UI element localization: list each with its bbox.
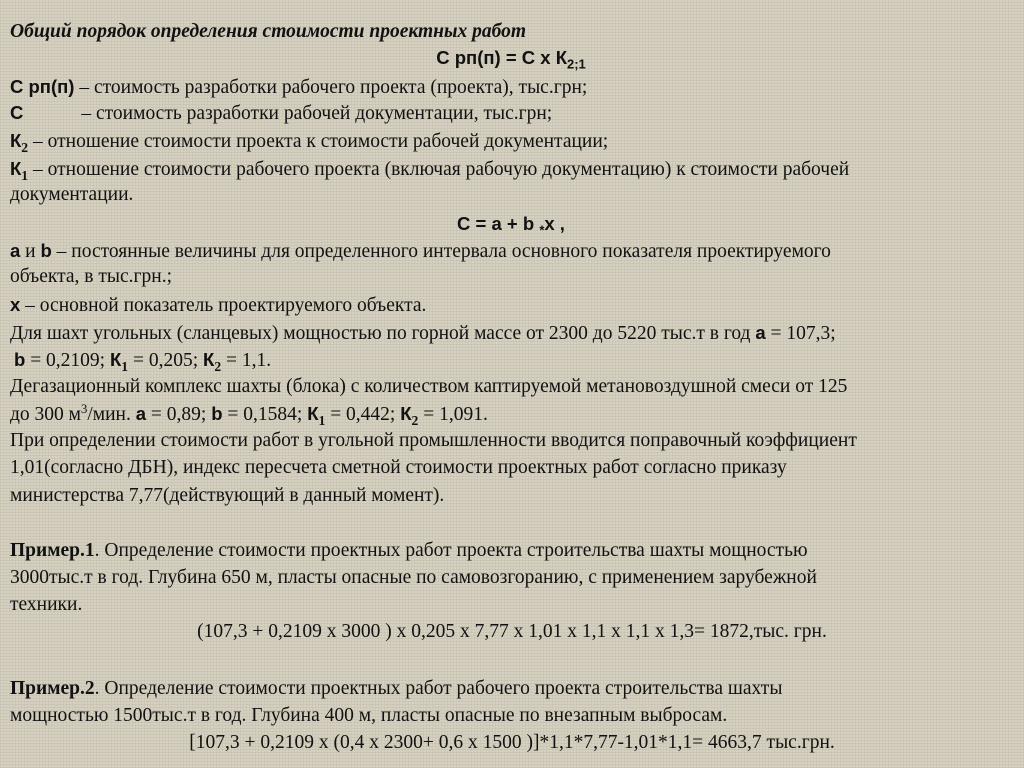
mines-a-value: = 107,3; (765, 323, 836, 344)
example2-line-2: мощностью 1500тыс.т в год. Глубина 400 м, пласты опасные по внезапным выбросам. (10, 705, 728, 726)
note-line-1: При определении стоимости работ в угольной промышленности вводится поправочный коэффициент (10, 430, 857, 451)
degas-k2-value: = 1,091. (418, 404, 488, 425)
degas-k1-sub: 1 (318, 412, 326, 428)
def-ab-a: а (10, 240, 21, 261)
example2-line-1 (10, 676, 1012, 702)
mines-k1-sub: 1 (121, 358, 129, 374)
example1-line-2: 3000тыс.т в год. Глубина 650 м, пласты опасные по самовозгоранию, с применением зарубежной (10, 567, 817, 588)
def-crpp (10, 74, 1012, 101)
mines-line-1 (10, 320, 1012, 347)
def-c-text: – стоимость разработки рабочей документации, тыс.грн; (81, 103, 553, 124)
def-crpp-term: С рп(п) (10, 76, 75, 97)
degas-k2-label: К (400, 403, 412, 424)
formula-c-pre: С = а + b (457, 213, 540, 234)
formula-main-lhs: С рп(п) = С х К (436, 47, 568, 68)
degas-text: до 300 м (10, 404, 82, 425)
example2-label: Пример.2 (10, 678, 95, 699)
example1-text: . Определение стоимости проектных работ проекта строительства шахты мощностью (94, 540, 808, 561)
degas-k1-label: К (307, 403, 319, 424)
def-crpp-text: – стоимость разработки рабочего проекта (проекта), тыс.грн; (74, 77, 588, 98)
example2-formula: [107,3 + 0,2109 х (0,4 х 2300+ 0,6 х 1500 )]*1,1*7,77-1,01*1,1= 4663,7 тыс.грн. (189, 732, 835, 753)
example2-text: . Определение стоимости проектных работ рабочего проекта строительства шахты (94, 678, 783, 699)
degas-line-2 (10, 401, 1012, 428)
degas-k2-sub: 2 (411, 412, 419, 428)
mines-k1-value: = 0,205; (128, 350, 204, 371)
def-x (10, 292, 1012, 319)
def-ab-and: и (20, 241, 41, 262)
def-k2-text: – отношение стоимости проекта к стоимости рабочей документации; (28, 131, 609, 152)
def-k1-sub: 1 (21, 167, 29, 183)
example1-label: Пример.1 (10, 540, 95, 561)
formula-main (10, 45, 1012, 71)
mines-b-label: b (14, 349, 26, 370)
def-c-term: С (10, 102, 24, 123)
mines-k1-label: К (109, 349, 122, 370)
degas-b-label: b (211, 403, 223, 424)
def-k1-cont: документации. (10, 184, 134, 205)
formula-c-star: * (539, 222, 545, 238)
degas-a-label: а (135, 403, 147, 424)
note-line-3: министерства 7,77(действующий в данный момент). (10, 485, 445, 506)
def-ab-text: – постоянные величины для определенного интервала основного показателя проектируемого (51, 241, 831, 262)
mines-k2-value: = 1,1. (221, 350, 272, 371)
def-k1 (10, 156, 1012, 183)
degas-k1-value: = 0,442; (325, 404, 401, 425)
def-k2-sub: 2 (21, 139, 29, 155)
mines-a-label: а (755, 322, 766, 343)
def-ab (10, 238, 1012, 265)
degas-line-1: Дегазационный комплекс шахты (блока) с количеством каптируемой метановоздушной смеси от 125 (10, 376, 848, 397)
def-c (10, 100, 1012, 127)
mines-k2-label: К (203, 349, 215, 370)
def-x-term: х (10, 294, 21, 315)
def-x-text: – основной показатель проектируемого объекта. (20, 295, 427, 316)
mines-k2-sub: 2 (214, 358, 222, 374)
def-k1-term: К (10, 158, 22, 179)
formula-main-sub: 2;1 (567, 56, 586, 72)
degas-unit: /мин. (87, 404, 136, 425)
slide-title: Общий порядок определения стоимости проектных работ (10, 21, 527, 42)
mines-line-2 (14, 347, 1012, 374)
def-ab-cont: объекта, в тыс.грн.; (10, 266, 173, 287)
def-k2-term: К (10, 130, 22, 151)
mines-b-value: = 0,2109; (25, 350, 110, 371)
def-k2 (10, 128, 1012, 155)
def-k1-text: – отношение стоимости рабочего проекта (включая рабочую документацию) к стоимости рабочей (28, 159, 850, 180)
example1-line-1 (10, 538, 1012, 564)
degas-a-value: = 0,89; (146, 404, 212, 425)
mines-text: Для шахт угольных (сланцевых) мощностью по горной массе от 2300 до 5220 тыс.т в год (10, 323, 756, 344)
degas-sup: 3 (81, 402, 88, 417)
degas-b-value: = 0,1584; (222, 404, 308, 425)
formula-c-post: х , (544, 213, 565, 234)
example1-formula: (107,3 + 0,2109 х 3000 ) х 0,205 х 7,77 х 1,01 х 1,1 х 1,1 х 1,3= 1872,тыс. грн. (197, 621, 827, 642)
example1-line-3: техники. (10, 594, 83, 615)
def-ab-b: b (40, 240, 52, 261)
note-line-2: 1,01(согласно ДБН), индекс пересчета сметной стоимости проектных работ согласно приказу (10, 457, 787, 478)
formula-c (10, 211, 1012, 237)
